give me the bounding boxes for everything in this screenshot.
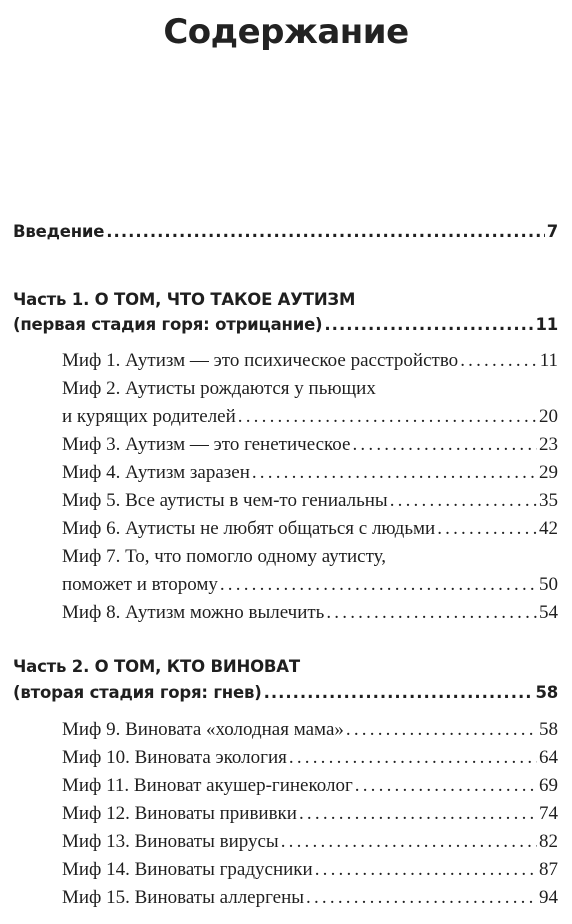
toc-entry-title: и курящих родителей [62, 406, 236, 427]
toc-page-number: 20 [539, 406, 558, 427]
leader-dots [238, 403, 537, 431]
toc-page-number: 87 [539, 859, 558, 880]
toc-page-number: 74 [539, 803, 558, 824]
leader-dots [299, 800, 537, 828]
toc-entry-title: Миф 15. Виноваты аллергены [62, 887, 305, 908]
toc-entry-intro[interactable] [13, 218, 558, 246]
toc-entry-title: Миф 3. Аутизм — это генетическое [62, 434, 351, 455]
toc-entry-myth-10[interactable] [62, 744, 558, 772]
page-title: Содержание [163, 12, 409, 52]
leader-dots [220, 571, 537, 599]
toc-entry-title: Миф 9. Виновата «холодная мама» [62, 719, 344, 740]
toc-entry-title: Миф 6. Аутисты не любят общаться с людьми [62, 518, 436, 539]
toc-page-number: 82 [539, 831, 558, 852]
toc-page-number: 35 [539, 490, 558, 511]
leader-dots [306, 884, 537, 912]
toc-entry-myth-7-line-1: Миф 7. То, что помогло одному аутисту, [62, 546, 387, 567]
toc-entry-myth-15[interactable] [62, 884, 558, 912]
toc-page-number: 58 [535, 683, 558, 702]
toc-page-number: 11 [539, 350, 558, 371]
toc-entry-title: Миф 14. Виноваты градусники [62, 859, 313, 880]
toc-entry-title: Миф 5. Все аутисты в чем-то гениальны [62, 490, 388, 511]
toc-entry-title: Миф 1. Аутизм — это психическое расстройство [62, 350, 459, 371]
toc-entry-myth-8[interactable] [62, 599, 558, 627]
toc-page-number: 58 [539, 719, 558, 740]
toc-entry-myth-11[interactable] [62, 772, 558, 800]
leader-dots [346, 716, 537, 744]
leader-dots [315, 856, 537, 884]
leader-dots [252, 459, 537, 487]
toc-page-number: 29 [539, 462, 558, 483]
leader-dots [324, 311, 533, 339]
toc-entry-title: Миф 8. Аутизм можно вылечить [62, 602, 325, 623]
toc-entry-title: Миф 11. Виноват акушер-гинеколог [62, 775, 353, 796]
toc-page-number: 94 [539, 887, 558, 908]
toc-entry-myth-7[interactable] [62, 571, 558, 599]
toc-entry-title: Введение [13, 222, 105, 241]
toc-entry-title: Миф 12. Виноваты прививки [62, 803, 297, 824]
toc-entry-myth-5[interactable] [62, 487, 558, 515]
toc-page-number: 42 [539, 518, 558, 539]
leader-dots [352, 431, 537, 459]
toc-page-number: 64 [539, 747, 558, 768]
toc-entry-part-2[interactable] [13, 679, 558, 707]
toc-entry-myth-1[interactable] [62, 347, 558, 375]
toc-entry-title: Миф 13. Виноваты вирусы [62, 831, 279, 852]
toc-page-number: 50 [539, 574, 558, 595]
part-1-heading: Часть 1. О ТОМ, ЧТО ТАКОЕ АУТИЗМ [13, 290, 356, 309]
toc-entry-myth-4[interactable] [62, 459, 558, 487]
toc-page-number: 23 [539, 434, 558, 455]
toc-entry-myth-6[interactable] [62, 515, 558, 543]
leader-dots [289, 744, 537, 772]
toc-entry-title: Миф 4. Аутизм заразен [62, 462, 250, 483]
toc-page-number: 69 [539, 775, 558, 796]
leader-dots [390, 487, 537, 515]
toc-entry-part-1[interactable] [13, 311, 558, 339]
toc-entry-myth-12[interactable] [62, 800, 558, 828]
toc-entry-title: (вторая стадия горя: гнев) [13, 683, 262, 702]
leader-dots [106, 218, 544, 246]
toc-entry-myth-13[interactable] [62, 828, 558, 856]
toc-page-number: 7 [546, 222, 558, 241]
toc-entry-myth-2[interactable] [62, 403, 558, 431]
toc-entry-myth-14[interactable] [62, 856, 558, 884]
part-2-heading: Часть 2. О ТОМ, КТО ВИНОВАТ [13, 657, 300, 676]
toc-entry-title: поможет и второму [62, 574, 218, 595]
leader-dots [326, 599, 537, 627]
toc-entry-title: Миф 10. Виновата экология [62, 747, 287, 768]
leader-dots [437, 515, 537, 543]
leader-dots [281, 828, 537, 856]
leader-dots [460, 347, 538, 375]
toc-entry-title: (первая стадия горя: отрицание) [13, 315, 323, 334]
toc-entry-myth-3[interactable] [62, 431, 558, 459]
toc-entry-myth-9[interactable] [62, 716, 558, 744]
toc-page-number: 11 [535, 315, 558, 334]
leader-dots [355, 772, 537, 800]
toc-entry-myth-2-line-1: Миф 2. Аутисты рождаются у пьющих [62, 378, 376, 399]
leader-dots [264, 679, 534, 707]
toc-page-number: 54 [539, 602, 558, 623]
